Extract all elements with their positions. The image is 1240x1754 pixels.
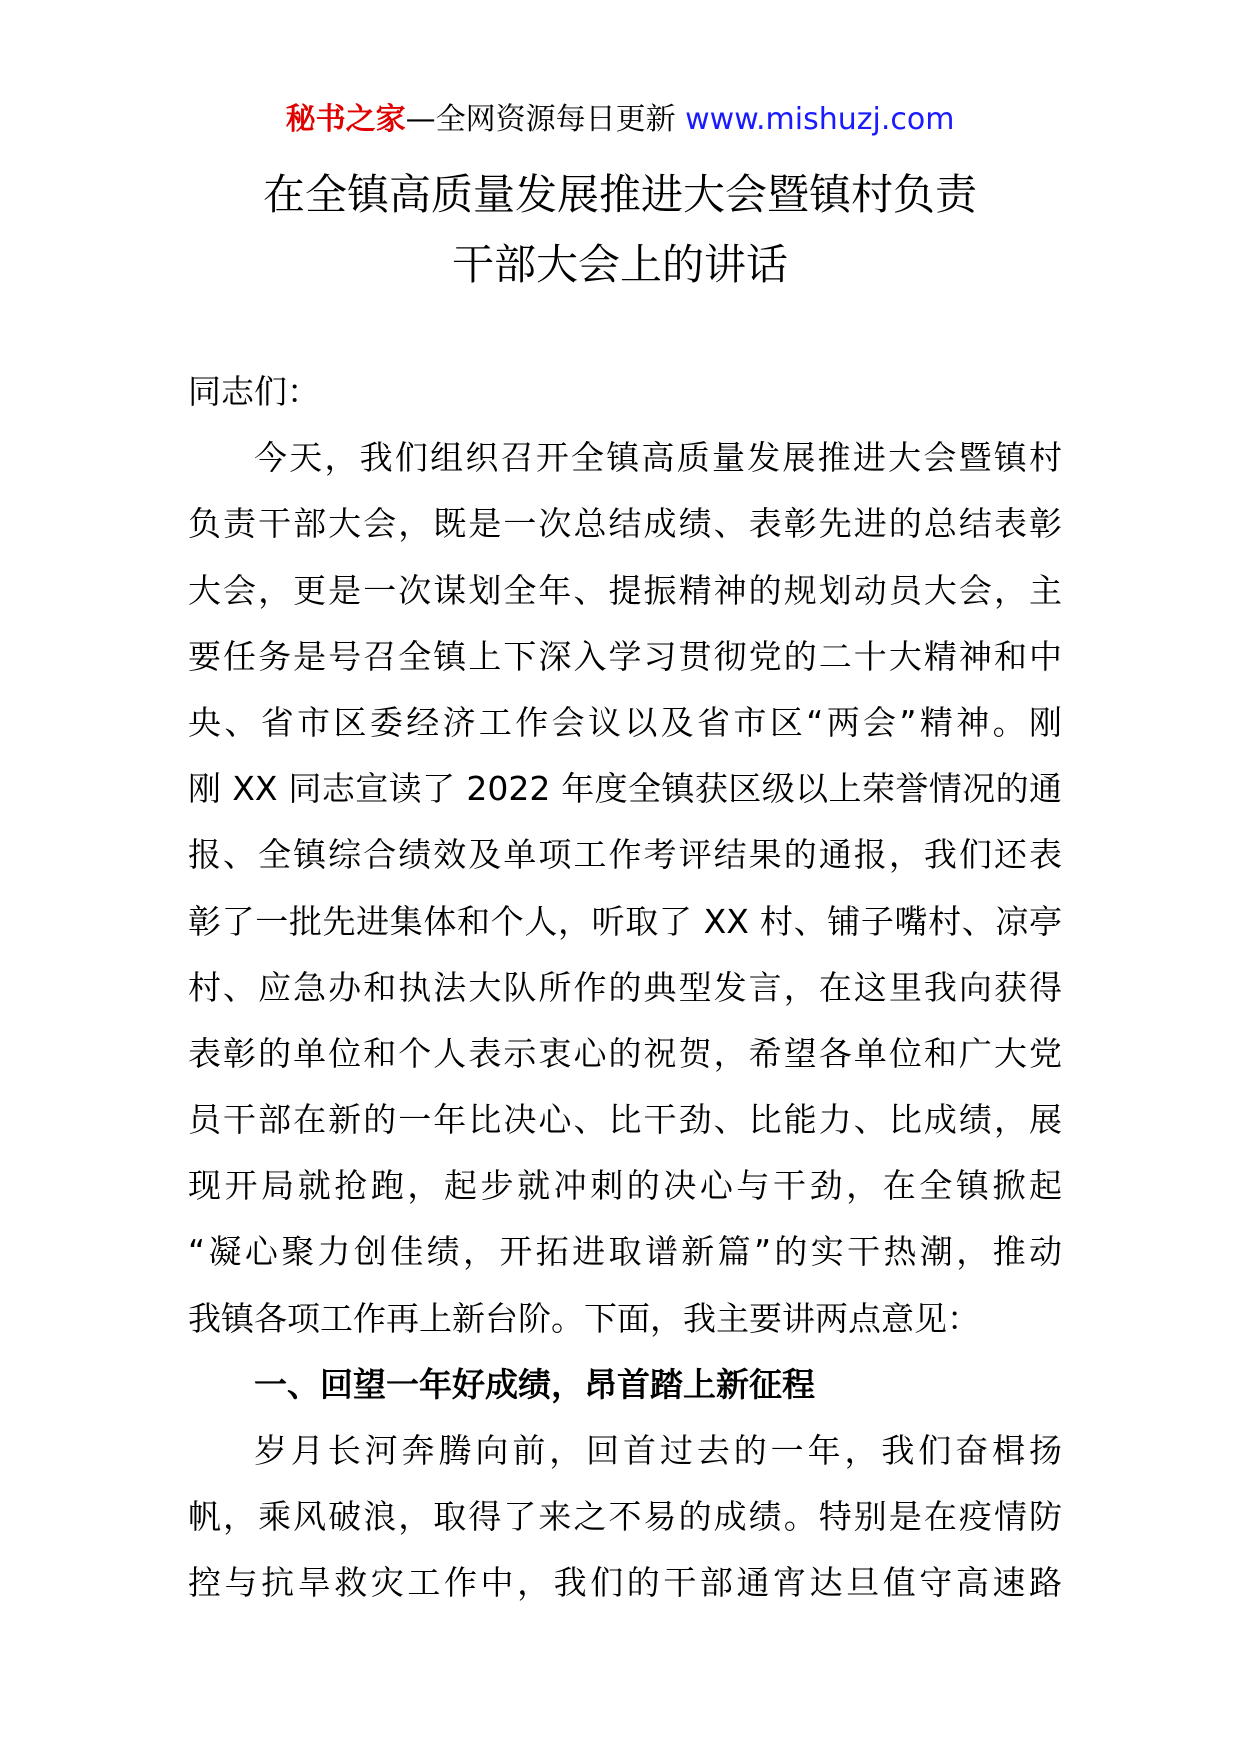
title-line: 在全镇高质量发展推进大会暨镇村负责 [262, 170, 977, 219]
body-line: 控与抗旱救灾工作中，我们的干部通宵达旦值守高速路 [188, 1563, 1062, 1603]
body-line: 帆，乘风破浪，取得了来之不易的成绩。特别是在疫情防 [188, 1497, 1062, 1537]
body-line: 负责干部大会，既是一次总结成绩、表彰先进的总结表彰 [188, 504, 1062, 544]
body-line: 表彰的单位和个人表示衷心的祝贺，希望各单位和广大党 [188, 1033, 1062, 1073]
body-line: 村、应急办和执法大队所作的典型发言，在这里我向获得 [188, 967, 1062, 1007]
title-line: 干部大会上的讲话 [451, 240, 788, 289]
body-line: 刚 XX 同志宣读了 2022 年度全镇获区级以上荣誉情况的通 [188, 769, 1062, 809]
body-line: 要任务是号召全镇上下深入学习贯彻党的二十大精神和中 [188, 636, 1062, 676]
body-line: 今天，我们组织召开全镇高质量发展推进大会暨镇村 [254, 438, 1062, 478]
brand-name: 秘书之家 [285, 102, 406, 137]
site-link[interactable]: www.mishuzj.com [685, 102, 955, 137]
salutation: 同志们： [188, 372, 320, 411]
body-line: 大会，更是一次谋划全年、提振精神的规划动员大会，主 [188, 570, 1062, 610]
section-heading: 一、回望一年好成绩，昂首踏上新征程 [254, 1364, 815, 1404]
site-header [0, 100, 1240, 140]
body-line: 现开局就抢跑，起步就冲刺的决心与干劲，在全镇掀起 [188, 1166, 1062, 1206]
body-line: 彰了一批先进集体和个人，听取了 XX 村、铺子嘴村、凉亭 [188, 901, 1062, 941]
body-line: 央、省市区委经济工作会议以及省市区“两会”精神。刚 [188, 702, 1062, 742]
body-line: 员干部在新的一年比决心、比干劲、比能力、比成绩，展 [188, 1100, 1062, 1140]
body-line: 我镇各项工作再上新台阶。下面，我主要讲两点意见： [188, 1298, 980, 1338]
header-tagline: —全网资源每日更新 [405, 102, 686, 137]
body-line: 岁月长河奔腾向前，回首过去的一年，我们奋楫扬 [254, 1431, 1062, 1470]
body-line: 报、全镇综合绩效及单项工作考评结果的通报，我们还表 [188, 835, 1062, 875]
document-body [188, 359, 1062, 1617]
document-title [0, 160, 1240, 300]
body-line: “凝心聚力创佳绩，开拓进取谱新篇”的实干热潮，推动 [188, 1232, 1062, 1272]
